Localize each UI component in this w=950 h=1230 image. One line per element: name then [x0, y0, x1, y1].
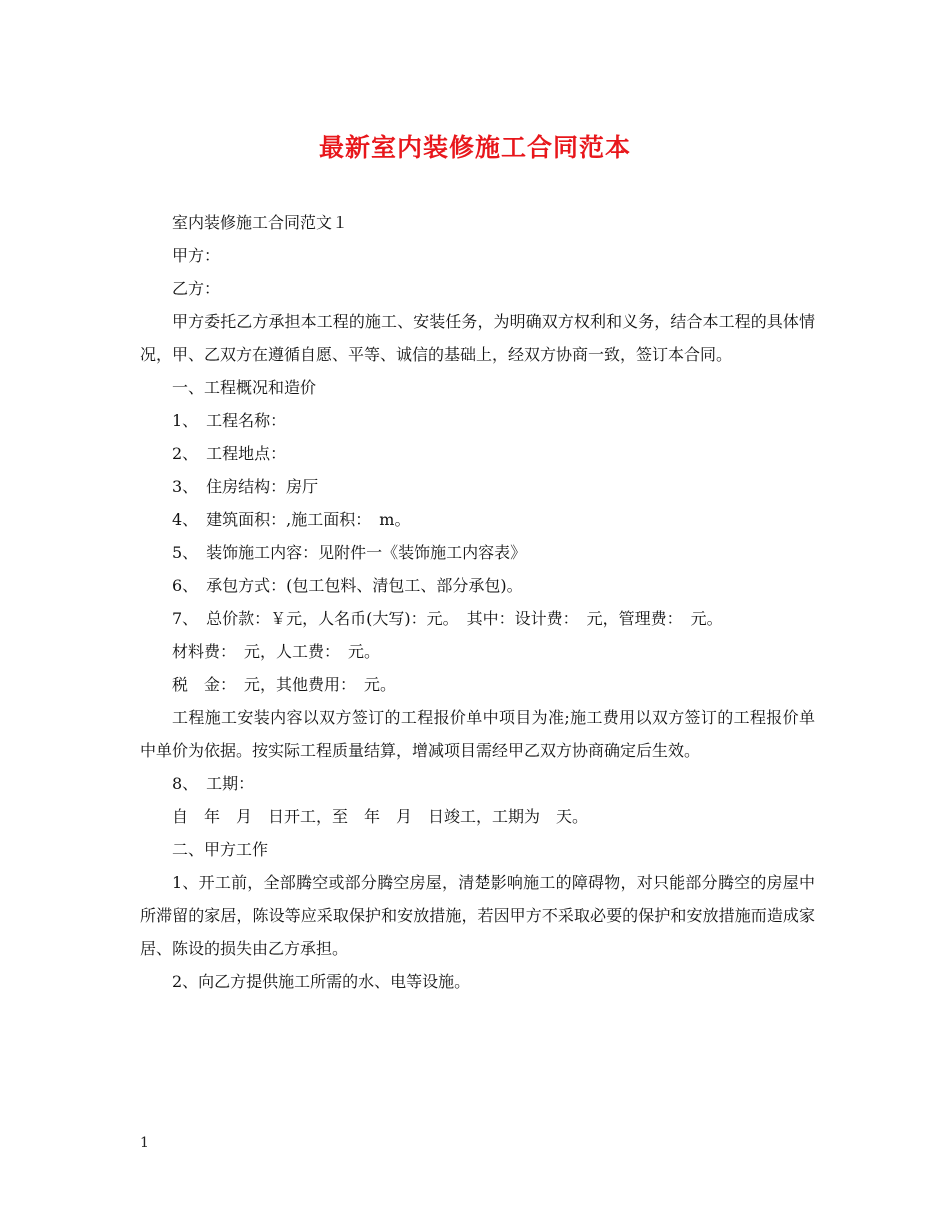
item-material-labor-fees: 材料费： 元，人工费： 元。 [172, 642, 381, 661]
item-housing-structure: 3、 住房结构：房厅 [172, 477, 319, 496]
item-project-name: 1、 工程名称： [172, 411, 287, 430]
preamble-paragraph: 甲方委托乙方承担本工程的施工、安装任务，为明确双方权利和义务，结合本工程的具体情况，甲、乙双方在遵循自愿、平等、诚信的基础上，经双方协商一致，签订本合同。 [140, 312, 815, 364]
duration-dates-line: 自 年 月 日开工，至 年 月 日竣工，工期为 天。 [172, 807, 589, 826]
item-total-price: 7、 总价款：￥元，人名币(大写)：元。 其中：设计费： 元，管理费： 元。 [172, 609, 723, 628]
party-a-work-item-1: 1、开工前，全部腾空或部分腾空房屋，清楚影响施工的障碍物，对只能部分腾空的房屋中所滞留的家居，陈设等应采取保护和安放措施，若因甲方不采取必要的保护和安放措施而造成家居、陈设的损失由乙方承担。 [140, 873, 815, 958]
document-title: 最新室内装修施工合同范本 [318, 133, 631, 162]
party-b-line: 乙方： [172, 279, 221, 298]
item-construction-content: 5、 装饰施工内容：见附件一《装饰施工内容表》 [172, 543, 527, 562]
page-number: 1 [140, 1135, 149, 1151]
quotation-paragraph: 工程施工安装内容以双方签订的工程报价单中项目为准;施工费用以双方签订的工程报价单中单价为依据。按实际工程质量结算，增减项目需经甲乙双方协商确定后生效。 [140, 708, 815, 760]
party-a-work-item-2: 2、向乙方提供施工所需的水、电等设施。 [172, 972, 471, 991]
section-heading-party-a-work: 二、甲方工作 [172, 840, 269, 859]
item-project-location: 2、 工程地点： [172, 444, 287, 463]
item-duration: 8、 工期： [172, 774, 255, 793]
item-tax-other-fees: 税 金： 元，其他费用： 元。 [172, 675, 397, 694]
paragraph-heading-sample: 室内装修施工合同范文１ [172, 213, 349, 232]
document-body [140, 206, 815, 998]
item-building-area: 4、 建筑面积：,施工面积： m。 [172, 510, 411, 529]
item-contract-method: 6、 承包方式：(包工包料、清包工、部分承包)。 [172, 576, 523, 595]
section-heading-overview: 一、工程概况和造价 [172, 378, 317, 397]
party-a-line: 甲方： [172, 246, 221, 265]
